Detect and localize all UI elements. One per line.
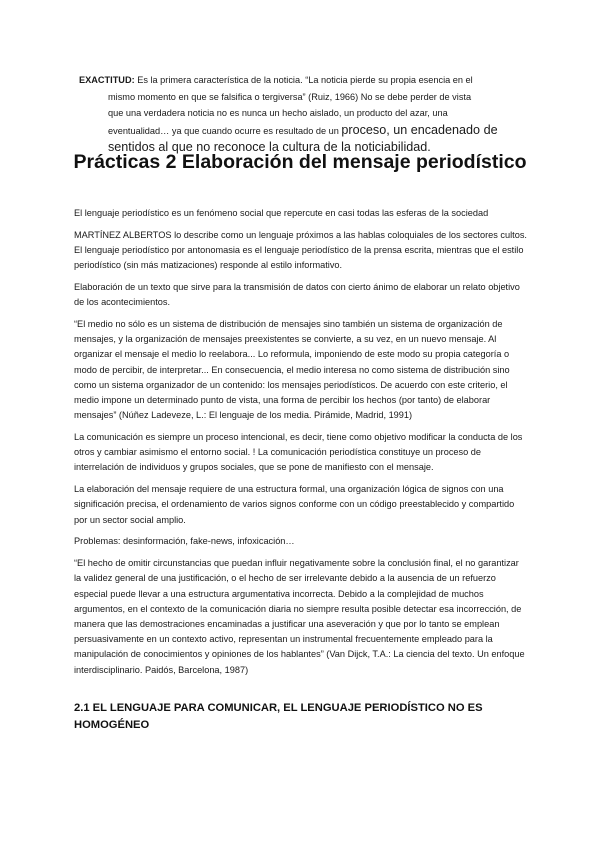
- exactitud-line-1: Es la primera característica de la noticia. “La noticia pierde su propia esencia en el: [134, 75, 473, 85]
- exactitud-label: EXACTITUD:: [79, 75, 135, 85]
- paragraph-martinez-albertos: MARTÍNEZ ALBERTOS lo describe como un lenguaje próximos a las hablas coloquiales de los sectores cultos. El lenguaje periodístico por antonomasia es el lenguaje periodístico de la prensa escrita, mientras que el estilo periodístico (sin más matizaciones) responde al estilo informativo.: [74, 229, 527, 271]
- exactitud-line-5: sentidos al que no reconoce la cultura de la noticiabilidad.: [108, 140, 431, 154]
- exactitud-line-4-large: proceso, un encadenado de: [341, 122, 498, 137]
- page-title: Prácticas 2 Elaboración del mensaje periodístico: [73, 151, 527, 173]
- section-heading-2-1: 2.1 EL LENGUAJE PARA COMUNICAR, EL LENGUAJE PERIODÍSTICO NO ES HOMOGÉNEO: [74, 702, 483, 732]
- main-content: [74, 206, 528, 684]
- paragraph-comunicacion-intencional: La comunicación es siempre un proceso intencional, es decir, tiene como objetivo modificar la conducta de los otros y cambiar asimismo el entorno social. ! La comunicación periodística constituye un proceso de interrelación de individuos y grupos sociales, que se pone de manifiesto con el mensaje.: [74, 432, 523, 473]
- paragraph-elaboracion-texto: Elaboración de un texto que sirve para la transmisión de datos con cierto ánimo de elaborar un relato objetivo de los acontecimientos.: [74, 282, 520, 308]
- paragraph-lenguaje-fenomeno: El lenguaje periodístico es un fenómeno social que repercute en casi todas las esferas de la sociedad: [74, 208, 489, 218]
- exactitud-line-4-small: eventualidad… ya que cuando ocurre es resultado de un: [108, 125, 342, 136]
- paragraph-estructura-formal: La elaboración del mensaje requiere de una estructura formal, una organización lógica de signos con una significación precisa, el ordenamiento de varios signos conforme con un código preestablecido y compartido por un sector social amplio.: [74, 484, 515, 525]
- paragraph-problemas: Problemas: desinformación, fake-news, infoxicación…: [74, 536, 295, 547]
- exactitud-indented-block: [79, 89, 527, 157]
- quote-nunez-ladeveze: “El medio no sólo es un sistema de distribución de mensajes sino también un sistema de organización de mensajes, y la organización de mensajes preexistentes se convierte, a su vez, en un nuevo mensaje. Al organizar el mensaje el medio lo reelabora... Lo reformula, imponiendo de este modo su propia categoría o modo de percibir, de interpretar... En consecuencia, el medio interesa no como sistema de distribución sino como un sistema organizador de un contenido: los mensajes periodísticos. De acuerdo con este criterio, el medio impone un determinado punto de vista, una forma de percibir los hechos (por tanto) de elaborar mensajes” (Núñez Ladeveze, L.: El lenguaje de los media. Pirámide, Madrid, 1991): [74, 319, 510, 421]
- exactitud-paragraph: [79, 72, 527, 157]
- exactitud-line-3: que una verdadera noticia no es nunca un hecho aislado, un producto del azar, una: [108, 108, 448, 118]
- quote-van-dijck: “El hecho de omitir circunstancias que puedan influir negativamente sobre la conclusión final, el no garantizar la validez general de una justificación, o el hecho de ser irrelevante debido a la ausencia de un refuerzo especial puede llevar a una estructura argumentativa incorrecta. Debido a la complejidad de muchos argumentos, en el contexto de la comunicación diaria no siempre resulta posible detectar esa incorrección, de manera que las demostraciones encaminadas a justificar una aseveración y que por lo tanto se emplean persuasivamente en un contexto activo, representan un instrumental frecuentemente empleado para la manipulación de conocimientos y opiniones de los hablantes” (Van Dijck, T.A.: La ciencia del texto. Un enfoque interdisciplinario. Paidós, Barcelona, 1987): [74, 558, 525, 675]
- exactitud-line-2: mismo momento en que se falsifica o tergiversa” (Ruiz, 1966) No se debe perder de vista: [108, 91, 472, 102]
